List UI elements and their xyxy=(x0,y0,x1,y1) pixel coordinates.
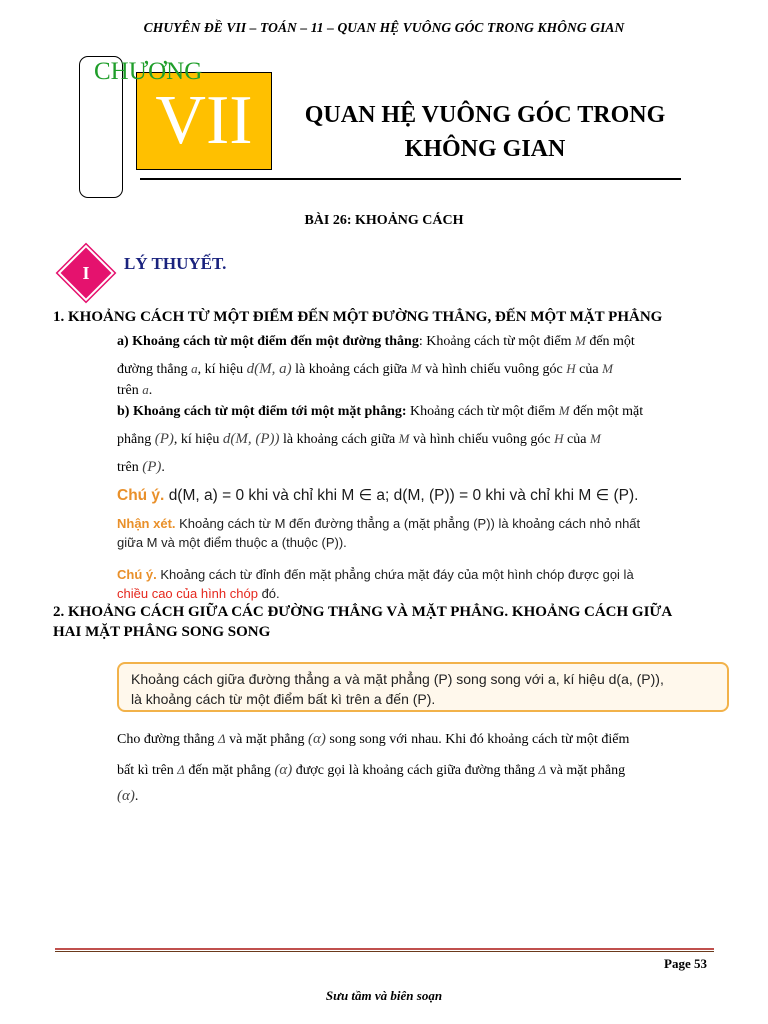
text: : Khoảng cách từ một điểm xyxy=(418,334,572,349)
part1-b-line3 xyxy=(117,457,165,478)
math-H: H xyxy=(554,431,564,446)
math-M: M xyxy=(602,361,613,376)
math-delta: Δ xyxy=(217,731,226,746)
text: đường thẳng xyxy=(117,362,188,377)
note-highlight: chiều cao của hình chóp xyxy=(117,586,258,601)
page-header: CHUYÊN ĐỀ VII – TOÁN – 11 – QUAN HỆ VUÔNG GÓC TRONG KHÔNG GIAN xyxy=(143,20,625,35)
part2-heading-line2: HAI MẶT PHẲNG SONG SONG xyxy=(53,624,271,640)
part1-a-label: a) Khoảng cách từ một điểm đến một đường thẳng xyxy=(117,334,419,349)
chapter-number: VII xyxy=(155,82,253,159)
math-M: M xyxy=(398,431,410,446)
math-dMa: d(M, a) xyxy=(246,361,292,377)
text: và mặt phẳng xyxy=(229,732,305,747)
note-label: Chú ý. xyxy=(117,487,165,504)
note-nhan-xet xyxy=(117,514,717,552)
lesson-title: BÀI 26: KHOẢNG CÁCH xyxy=(304,213,464,228)
definition-box xyxy=(117,662,729,712)
part1-heading: 1. KHOẢNG CÁCH TỪ MỘT ĐIỂM ĐẾN MỘT ĐƯỜNG THẲNG, ĐẾN MỘT MẶT PHẲNG xyxy=(53,309,663,325)
chapter-title-line2: KHÔNG GIAN xyxy=(404,136,566,162)
text: đến một mặt xyxy=(573,404,644,419)
math-delta: Δ xyxy=(177,762,185,777)
math-dMP: d(M, (P)) xyxy=(222,431,280,447)
definition-line2: là khoảng cách từ một điểm bất kì trên a đến (P). xyxy=(131,691,436,707)
text: , kí hiệu xyxy=(197,362,244,377)
text: . xyxy=(148,383,153,398)
section-title: LÝ THUYẾT. xyxy=(124,254,227,273)
chapter-title xyxy=(280,98,690,166)
text: là khoảng cách giữa xyxy=(295,362,408,377)
math-alpha: (α) xyxy=(274,762,293,778)
text: được gọi là khoảng cách giữa đường thẳng xyxy=(295,763,536,778)
text: đến một xyxy=(589,334,635,349)
part2-para-line1 xyxy=(117,729,727,750)
note-label: Nhận xét. xyxy=(117,516,176,531)
text: bất kì trên xyxy=(117,763,174,778)
note-chu-y-1 xyxy=(117,486,638,505)
text: đến mặt phẳng xyxy=(188,763,271,778)
math-M: M xyxy=(558,403,570,418)
note-text: Khoảng cách từ đỉnh đến mặt phẳng chứa mặt đáy của một hình chóp được gọi là xyxy=(160,567,634,582)
math-alpha: (α) xyxy=(308,731,326,747)
part1-b-line1 xyxy=(117,401,727,422)
text: song song với nhau. Khi đó khoảng cách từ một điểm xyxy=(329,732,630,747)
text: Cho đường thẳng xyxy=(117,732,215,747)
note-text: d(M, a) = 0 khi và chỉ khi M ∈ a; d(M, (P)) = 0 khi và chỉ khi M ∈ (P). xyxy=(168,487,639,504)
page-number: Page 53 xyxy=(664,956,707,971)
text: , kí hiệu xyxy=(173,432,220,447)
part1-b-line2 xyxy=(117,429,727,450)
part2-heading-line1: 2. KHOẢNG CÁCH GIỮA CÁC ĐƯỜNG THẲNG VÀ MẶT PHẲNG. KHOẢNG CÁCH GIỮA xyxy=(53,604,673,620)
math-M: M xyxy=(574,333,586,348)
text: trên xyxy=(117,460,139,475)
text: của xyxy=(579,362,599,377)
text: trên xyxy=(117,383,139,398)
part1-a-line1 xyxy=(117,331,717,352)
footer-rule-thin xyxy=(55,951,714,952)
text: . xyxy=(161,460,165,475)
footer-rule xyxy=(55,948,714,950)
chapter-title-line1: QUAN HỆ VUÔNG GÓC TRONG xyxy=(304,102,666,128)
note-label: Chú ý. xyxy=(117,567,157,582)
math-P: (P) xyxy=(142,459,162,475)
chapter-word: CHƯƠNG xyxy=(94,58,203,85)
text: và hình chiếu vuông góc xyxy=(425,362,563,377)
note-chu-y-2 xyxy=(117,565,717,603)
text: phẳng xyxy=(117,432,152,447)
part1-b-label: b) Khoảng cách từ một điểm tới một mặt phẳng: xyxy=(117,404,407,419)
math-P: (P) xyxy=(154,431,174,447)
definition-line1: Khoảng cách giữa đường thẳng a và mặt phẳng (P) song song với a, kí hiệu d(a, (P)), xyxy=(131,671,664,687)
math-a: a xyxy=(191,361,198,376)
text: và hình chiếu vuông góc xyxy=(413,432,551,447)
chapter-rule xyxy=(140,178,681,180)
text: . xyxy=(134,789,139,804)
text: và mặt phẳng xyxy=(549,763,626,778)
note-text: đó. xyxy=(261,586,280,601)
math-H: H xyxy=(566,361,576,376)
math-delta: Δ xyxy=(538,762,547,777)
math-a: a xyxy=(142,382,149,397)
text: là khoảng cách giữa xyxy=(283,432,396,447)
part2-heading xyxy=(53,602,733,642)
footer-credit: Sưu tầm và biên soạn xyxy=(325,988,443,1003)
math-alpha: (α) xyxy=(117,788,135,804)
part1-a-line3 xyxy=(117,380,152,401)
part2-para-line2 xyxy=(117,760,727,781)
note-text: Khoảng cách từ M đến đường thẳng a (mặt phẳng (P)) là khoảng cách nhỏ nhất xyxy=(179,516,641,531)
section-badge-label: I xyxy=(82,263,90,283)
note-text: giữa M và một điểm thuộc a (thuộc (P)). xyxy=(117,535,347,550)
math-M: M xyxy=(589,431,601,446)
text: của xyxy=(567,432,587,447)
math-M: M xyxy=(410,361,422,376)
part1-a-line2 xyxy=(117,359,717,380)
text: Khoảng cách từ một điểm xyxy=(410,404,556,419)
part2-para-line3 xyxy=(117,786,138,807)
